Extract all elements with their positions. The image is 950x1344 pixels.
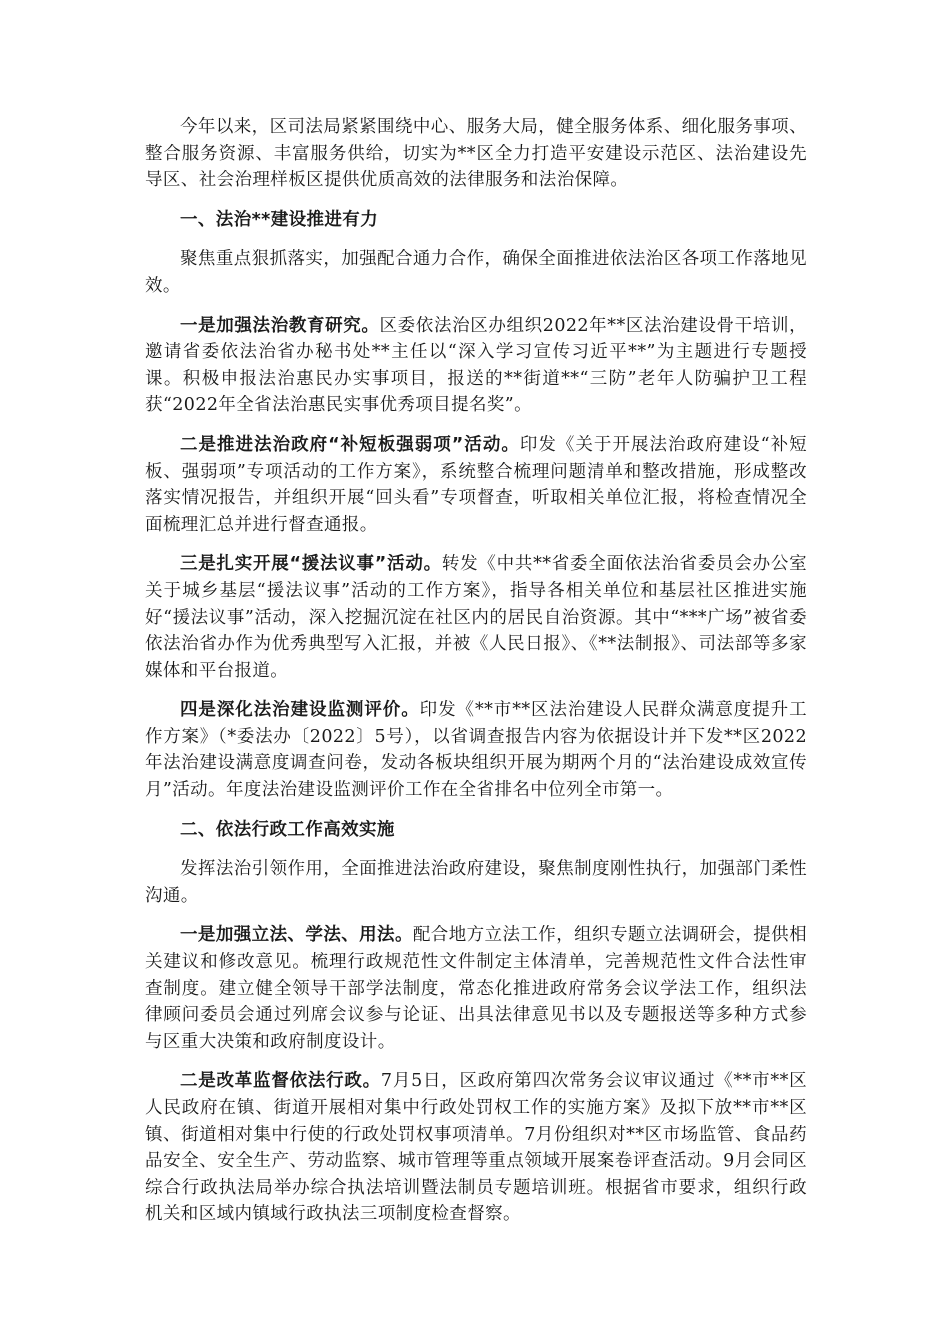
item-body: 7月5日，区政府第四次常务会议审议通过《**市**区人民政府在镇、街道开展相对集中行政处罚权工作的实施方案》及拟下放**市**区镇、街道相对集中行使的行政处罚权事项清单。7月份组织对**区市场监管、食品药品安全、安全生产、劳动监察、城市管理等重点领域开展案卷评查活动。9月会同区综合行政执法局举办综合执法培训暨法制员专题培训班。根据省市要求，组织行政机关和区域内镇域行政执法三项制度检查督察。	[145, 1071, 807, 1225]
intro-paragraph: 今年以来，区司法局紧紧围绕中心、服务大局，健全服务体系、细化服务事项、整合服务资源、丰富服务供给，切实为**区全力打造平安建设示范区、法治建设先导区、社会治理样板区提供优质高效的法律服务和法治保障。	[145, 117, 807, 191]
section-1-intro: 聚焦重点狠抓落实，加强配合通力合作，确保全面推进依法治区各项工作落地见效。	[145, 249, 807, 296]
section-2-intro: 发挥法治引领作用，全面推进法治政府建设，聚焦制度刚性执行，加强部门柔性沟通。	[145, 859, 807, 906]
item-lead: 一是加强立法、学法、用法。	[180, 925, 413, 946]
section-2-item-2	[145, 1068, 807, 1228]
item-lead: 二是推进法治政府“补短板强弱项”活动。	[180, 434, 520, 455]
section-2-heading: 二、依法行政工作高效实施	[180, 819, 395, 840]
item-body: 印发《**市**区法治建设人民群众满意度提升工作方案》（*委法办〔2022〕5号），以省调查报告内容为依据设计并下发**区2022年法治建设满意度调查问卷，发动各板块组织开展为期两个月的“法治建设成效宣传月”活动。年度法治建设监测评价工作在全省排名中位列全市第一。	[145, 700, 808, 801]
section-1-item-4	[145, 697, 807, 803]
item-body: 转发《中共**省委全面依法治省委员会办公室关于城乡基层“援法议事”活动的工作方案》，指导各相关单位和基层社区推进实施好“援法议事”活动，深入挖掘沉淀在社区内的居民自治资源。其中“***广场”被省委依法治省办作为优秀典型写入汇报，并被《人民日报》、《**法制报》、司法部等多家媒体和平台报道。	[145, 554, 807, 681]
item-body: 配合地方立法工作，组织专题立法调研会，提供相关建议和修改意见。梳理行政规范性文件制定主体清单，完善规范性文件合法性审查制度。建立健全领导干部学法制度，常态化推进政府常务会议学法工作，组织法律顾问委员会通过列席会议参与论证、出具法律意见书以及专题报送等多种方式参与区重大决策和政府制度设计。	[145, 925, 807, 1052]
item-lead: 四是深化法治建设监测评价。	[180, 700, 420, 721]
item-body: 印发《关于开展法治政府建设“补短板、强弱项”专项活动的工作方案》，系统整合梳理问题清单和整改措施，形成整改落实情况报告，并组织开展“回头看”专项督查，听取相关单位汇报，将检查情况全面梳理汇总并进行督查通报。	[145, 434, 807, 535]
item-lead: 三是扎实开展“援法议事”活动。	[180, 554, 442, 575]
section-1-item-1	[145, 313, 807, 419]
item-lead: 一是加强法治教育研究。	[180, 315, 380, 336]
section-1-heading: 一、法治**建设推进有力	[180, 209, 379, 230]
item-lead: 二是改革监督依法行政。	[180, 1071, 381, 1092]
item-body: 区委依法治区办组织2022年**区法治建设骨干培训，邀请省委依法治省办秘书处**主任以“深入学习宣传习近平**”为主题进行专题授课。积极申报法治惠民办实事项目，报送的**街道**“三防”老年人防骗护卫工程获“2022年全省法治惠民实事优秀项目提名奖”。	[145, 315, 807, 416]
document-page	[145, 114, 807, 1228]
section-1-item-2	[145, 432, 807, 538]
section-1-item-3	[145, 551, 807, 684]
section-2-item-1	[145, 922, 807, 1055]
